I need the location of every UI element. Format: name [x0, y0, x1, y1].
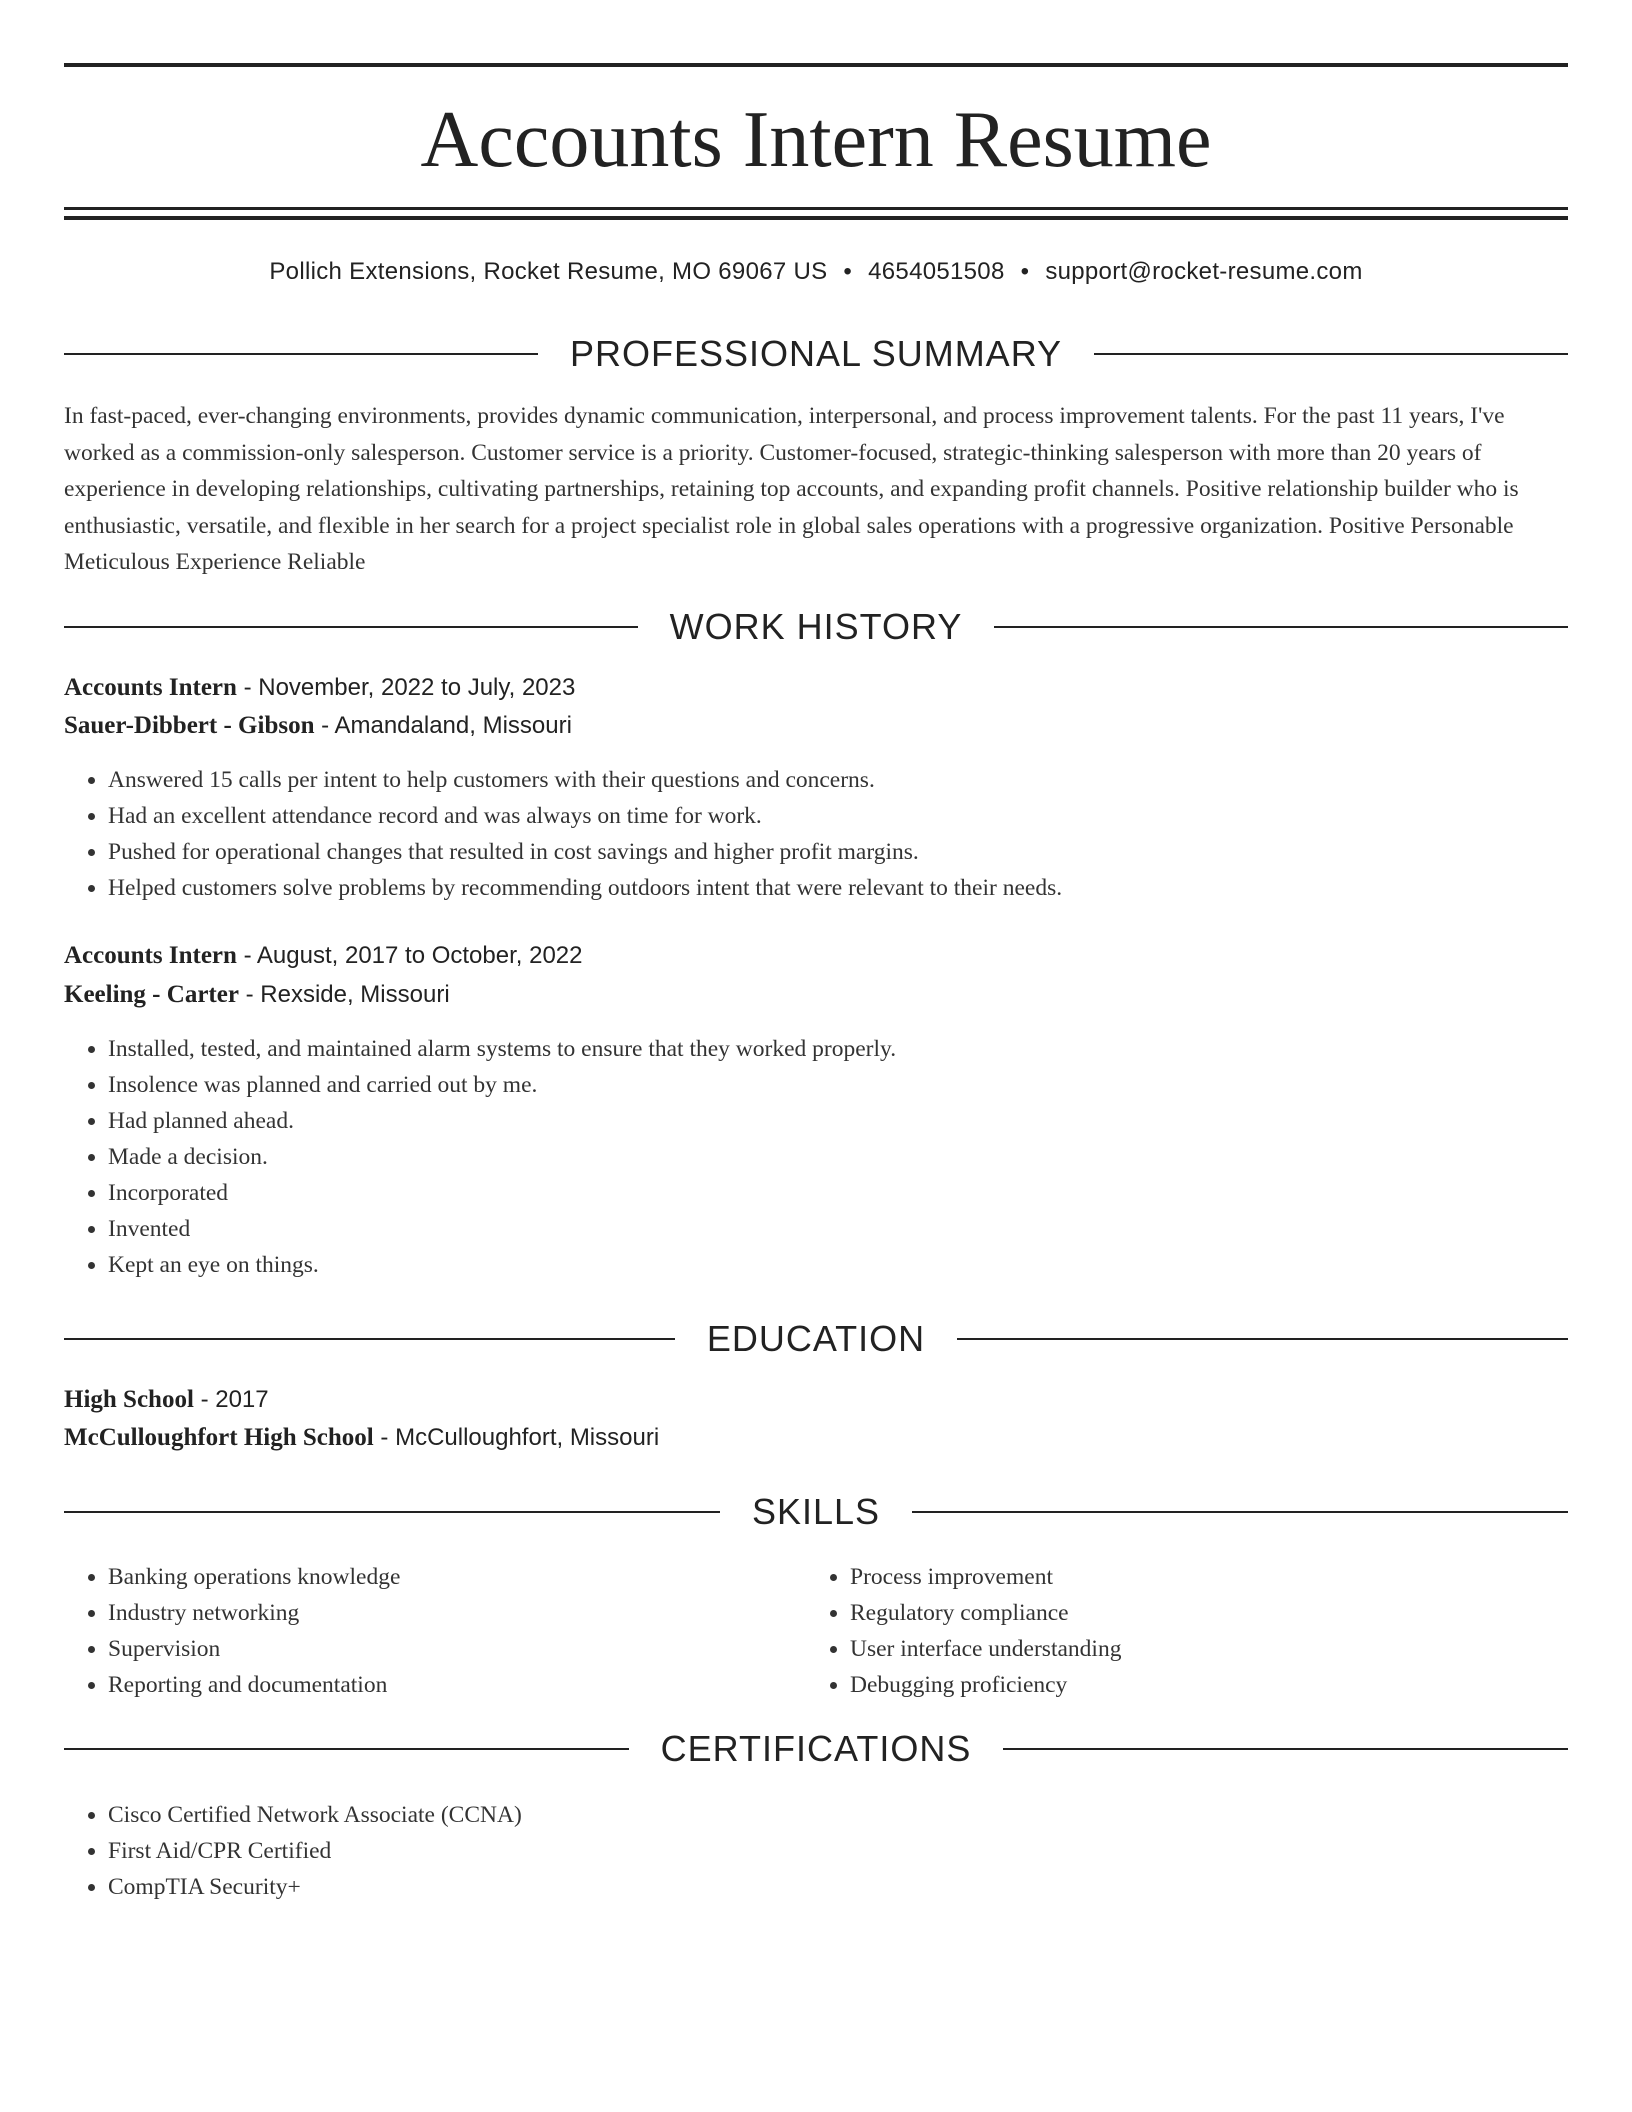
title-double-rule [64, 207, 1568, 220]
list-item: • Invented [108, 1211, 896, 1247]
list-item: • Reporting and documentation [108, 1667, 808, 1703]
contact-separator: • [1020, 258, 1030, 285]
list-item: • Made a decision. [108, 1139, 896, 1175]
school-line [64, 1420, 1568, 1456]
contact-line [64, 254, 1568, 290]
list-item: • Regulatory compliance [850, 1595, 1550, 1631]
section-title: PROFESSIONAL SUMMARY [569, 333, 1063, 374]
employer-location: - Rexside, Missouri [238, 981, 450, 1008]
list-item: • First Aid/CPR Certified [108, 1833, 522, 1869]
list-item: • Answered 15 calls per intent to help customers with their questions and concerns. [108, 762, 1062, 798]
list-item: • Had an excellent attendance record and was always on time for work. [108, 798, 1062, 834]
section-header-summary [64, 331, 1568, 377]
top-rule [64, 63, 1568, 67]
job-dates: - November, 2022 to July, 2023 [236, 674, 576, 701]
school-location: - McCulloughfort, Missouri [373, 1424, 660, 1451]
resume-title: Accounts Intern Resume [420, 96, 1212, 184]
list-item: • Banking operations knowledge [108, 1559, 808, 1595]
job-heading [64, 938, 1568, 974]
list-item: • Supervision [108, 1631, 808, 1667]
employer-location: - Amandaland, Missouri [314, 712, 572, 739]
section-title: EDUCATION [706, 1318, 926, 1359]
job-heading [64, 670, 1568, 706]
job-dates: - August, 2017 to October, 2022 [236, 942, 583, 969]
list-item: • Debugging proficiency [850, 1667, 1550, 1703]
education-heading [64, 1382, 1568, 1418]
contact-separator: • [843, 258, 853, 285]
skills-list-right [806, 1559, 1550, 1703]
list-item: • Kept an eye on things. [108, 1247, 896, 1283]
school-name: McCulloughfort High School [64, 1424, 374, 1451]
summary-text: In fast-paced, ever-changing environments, provides dynamic communication, interpersonal, and process improvement talents. For the past 11 years, I've worked as a commission-only salesperson. Customer service is a priority. Customer-focused, strategic-thinking salesperson with more than 20 years of experience in developing relationships, cultivating partnerships, retaining top accounts, and expanding profit channels. Positive relationship builder who is enthusiastic, versatile, and flexible in her search for a project specialist role in global sales operations with a progressive organization. Positive Personable Meticulous Experience Reliable [64, 403, 1519, 575]
job-title: Accounts Intern [64, 674, 237, 701]
list-item: • Installed, tested, and maintained alarm systems to ensure that they worked properly. [108, 1031, 896, 1067]
contact-address: Pollich Extensions, Rocket Resume, MO 69067 US [269, 258, 828, 285]
list-item: • User interface understanding [850, 1631, 1550, 1667]
list-item: • Industry networking [108, 1595, 808, 1631]
skills-list-left [64, 1559, 808, 1703]
list-item: • Incorporated [108, 1175, 896, 1211]
section-header-certifications [64, 1726, 1568, 1772]
section-header-education [64, 1316, 1568, 1362]
list-item: • Helped customers solve problems by recommending outdoors intent that were relevant to their needs. [108, 870, 1062, 906]
employer-line [64, 708, 1568, 744]
job-title: Accounts Intern [64, 942, 237, 969]
section-header-work [64, 604, 1568, 650]
contact-email: support@rocket-resume.com [1045, 258, 1363, 285]
employer-name: Keeling - Carter [64, 981, 239, 1008]
list-item: • Insolence was planned and carried out by me. [108, 1067, 896, 1103]
employer-name: Sauer-Dibbert - Gibson [64, 712, 315, 739]
section-title: WORK HISTORY [669, 606, 963, 647]
list-item: • CompTIA Security+ [108, 1869, 522, 1905]
list-item: • Had planned ahead. [108, 1103, 896, 1139]
section-header-skills [64, 1489, 1568, 1535]
list-item: • Pushed for operational changes that resulted in cost savings and higher profit margins. [108, 834, 1062, 870]
contact-phone: 4654051508 [868, 258, 1005, 285]
job-bullets [64, 762, 1062, 906]
degree: High School [64, 1386, 194, 1413]
education-year: - 2017 [193, 1386, 269, 1413]
list-item: • Process improvement [850, 1559, 1550, 1595]
section-title: SKILLS [751, 1491, 881, 1532]
section-title: CERTIFICATIONS [660, 1728, 972, 1769]
list-item: • Cisco Certified Network Associate (CCNA) [108, 1797, 522, 1833]
employer-line [64, 977, 1568, 1013]
job-bullets [64, 1031, 896, 1283]
certifications-list [64, 1797, 522, 1905]
